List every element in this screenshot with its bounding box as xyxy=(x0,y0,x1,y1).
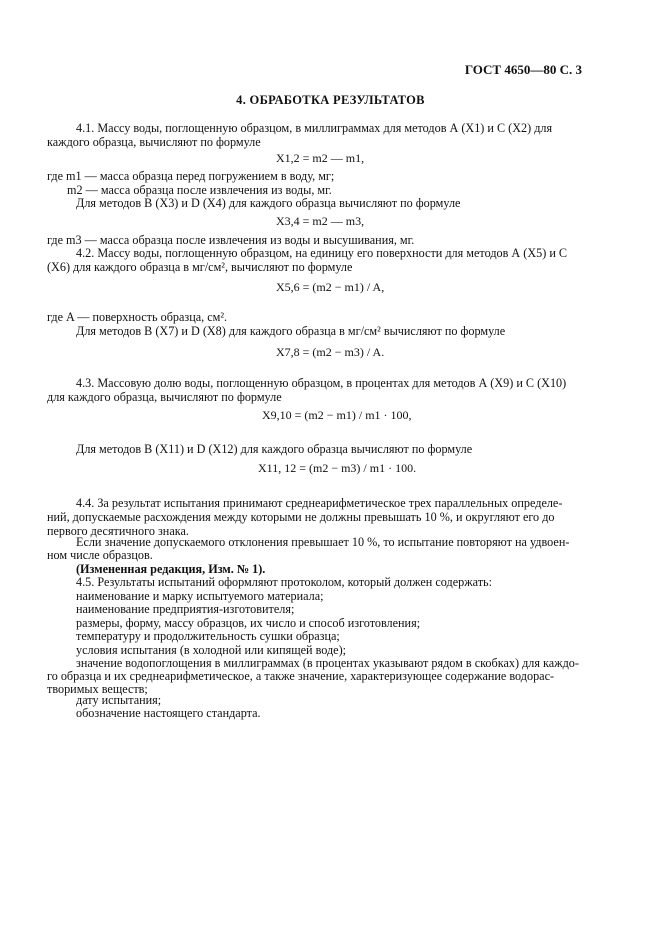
para-4-3-line1: 4.3. Массовую долю воды, поглощенную образцом, в процентах для методов А (X9) и С (X10) xyxy=(76,376,567,390)
para-4-4-line5: ном числе образцов. xyxy=(47,548,153,562)
para-4-3-methods-bd: Для методов В (X11) и D (X12) для каждого образца вычисляют по формуле xyxy=(76,442,473,456)
para-4-4-line3: первого десятичного знака. xyxy=(47,524,189,538)
para-4-3-line2: для каждого образца, вычисляют по формуле xyxy=(47,390,282,404)
para-4-2-line2: (X6) для каждого образца в мг/см², вычисляют по формуле xyxy=(47,260,353,274)
para-4-5-line1: 4.5. Результаты испытаний оформляют протоколом, который должен содержать: xyxy=(76,575,493,589)
formula-x56: X5,6 = (m2 − m1) / A, xyxy=(276,280,385,294)
para-4-1-methods-bd: Для методов В (X3) и D (X4) для каждого образца вычисляют по формуле xyxy=(76,196,461,210)
section-title: 4. ОБРАБОТКА РЕЗУЛЬТАТОВ xyxy=(236,93,425,107)
list-item-8: обозначение настоящего стандарта. xyxy=(76,706,261,720)
para-4-4-line4: Если значение допускаемого отклонения превышает 10 %, то испытание повторяют на удвоен- xyxy=(76,535,570,549)
list-item-4: температуру и продолжительность сушки образца; xyxy=(76,629,340,643)
formula-x78: X7,8 = (m2 − m3) / A. xyxy=(276,345,385,359)
para-4-2-methods-bd: Для методов В (X7) и D (X8) для каждого образца в мг/см² вычисляют по формуле xyxy=(76,324,506,338)
list-item-1: наименование и марку испытуемого материала; xyxy=(76,589,324,603)
where-A: где A — поверхность образца, см². xyxy=(47,310,228,324)
where-m3: где m3 — масса образца после извлечения из воды и высушивания, мг. xyxy=(47,233,415,247)
para-4-1-line2: каждого образца, вычисляют по формуле xyxy=(47,135,261,149)
where-m2: m2 — масса образца после извлечения из воды, мг. xyxy=(67,183,332,197)
list-item-5: условия испытания (в холодной или кипящей воде); xyxy=(76,643,347,657)
para-4-1-line1: 4.1. Массу воды, поглощенную образцом, в миллиграммах для методов А (X1) и С (X2) для xyxy=(76,121,553,135)
formula-x34: X3,4 = m2 — m3, xyxy=(276,214,365,228)
list-item-6-line3: творимых веществ; xyxy=(47,682,148,696)
amendment-note: (Измененная редакция, Изм. № 1). xyxy=(76,562,266,576)
formula-x12: X1,2 = m2 — m1, xyxy=(276,151,365,165)
list-item-2: наименование предприятия-изготовителя; xyxy=(76,602,295,616)
list-item-6-line2: го образца и их среднеарифметическое, а также значение, характеризующее содержание водорас- xyxy=(47,669,555,683)
page-header: ГОСТ 4650—80 С. 3 xyxy=(464,62,582,77)
para-4-2-line1: 4.2. Массу воды, поглощенную образцом, на единицу его поверхности для методов А (X5) и С xyxy=(76,246,568,260)
formula-x1112: X11, 12 = (m2 − m3) / m1 · 100. xyxy=(258,461,417,475)
list-item-6-line1: значение водопоглощения в миллиграммах (в процентах указывают рядом в скобках) для каждо- xyxy=(76,656,579,670)
para-4-4-line2: ний, допускаемые расхождения между которыми не должны превышать 10 %, и округляют его до xyxy=(47,510,555,524)
list-item-3: размеры, форму, массу образцов, их число и способ изготовления; xyxy=(76,616,421,630)
where-m1: где m1 — масса образца перед погружением в воду, мг; xyxy=(47,169,335,183)
para-4-4-line1: 4.4. За результат испытания принимают среднеарифметическое трех параллельных определе- xyxy=(76,496,563,510)
formula-x910: X9,10 = (m2 − m1) / m1 · 100, xyxy=(262,408,412,422)
list-item-7: дату испытания; xyxy=(76,693,162,707)
